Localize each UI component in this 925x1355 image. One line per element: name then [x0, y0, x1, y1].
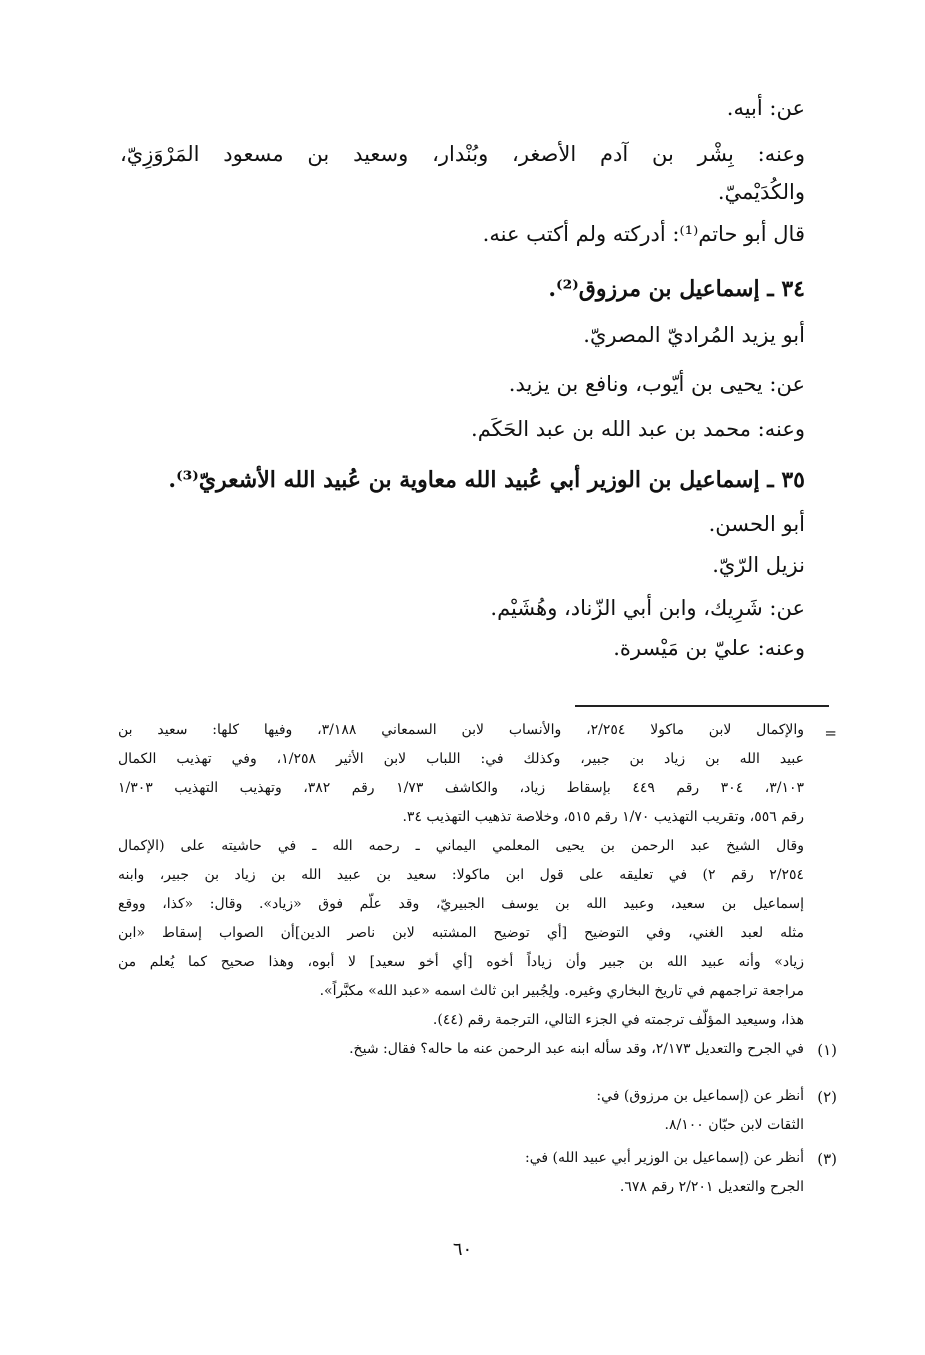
footnote-line: ٢/٢٥٤ رقم ٢) في تعليقه على قول ابن ماكولا: سعيد بن عبيد الله بن زياد بن جبير، وابنه: [118, 867, 805, 883]
footnote-line: هذا، وسيعيد المؤلّف ترجمته في الجزء التالي، الترجمة رقم (٤٤).: [432, 1012, 804, 1028]
footnote-line: والإكمال لابن ماكولا ٢/٢٥٤، والأنساب لابن السمعاني ٣/١٨٨، وفيها كلها: سعيد بن: [118, 722, 804, 738]
text-line: عن: أبيه.: [726, 96, 805, 120]
footnote-line: الثقات لابن حبّان ٨/١٠٠.: [664, 1117, 804, 1133]
footnote-line: وقال الشيخ عبد الرحمن بن يحيى المعلمي اليماني ـ رحمه الله ـ في حاشيته على (الإكمال: [118, 838, 804, 854]
footnote-number: (٢): [817, 1088, 837, 1106]
text-line: والكُدَيْميّ.: [717, 180, 805, 204]
entry-heading: ٣٤ ـ إسماعيل بن مرزوق⁽²⁾.: [548, 276, 805, 302]
footnote-line: ٣/١٠٣، ٣٠٤ رقم ٤٤٩ بإسقاط زياد، والكاشف ١/٧٣ رقم ٣٨٢، وتهذيب التهذيب ١/٣٠٣: [118, 780, 805, 796]
text-line: نزيل الرّيّ.: [712, 553, 805, 577]
footnote-line: أنظر عن (إسماعيل بن مرزوق) في:: [596, 1088, 804, 1104]
entry-heading: ٣٥ ـ إسماعيل بن الوزير أبي عُبيد الله معاوية بن عُبيد الله الأشعريّ⁽³⁾.: [168, 467, 805, 493]
text-line: وعنه: بِشْر بن آدم الأصغر، وبُنْدار، وسعيد بن مسعود المَرْوَزِيّ،: [120, 142, 805, 166]
footnote-line: أنظر عن (إسماعيل بن الوزير أبي عبيد الله) في:: [525, 1150, 804, 1166]
text-line: وعنه: محمد بن عبد الله بن عبد الحَكَم.: [471, 417, 805, 441]
text-line: عن: يحيى بن أيّوب، ونافع بن يزيد.: [508, 372, 805, 396]
footnote-number: (١): [817, 1041, 837, 1059]
footnote-line: مثله لعبد الغني، وفي التوضيح [أي توضيح المشتبه لابن ناصر الدين]أن الصواب إسقاط «ابن: [118, 925, 804, 941]
continuation-mark: =: [824, 724, 837, 742]
text-line: أبو يزيد المُراديّ المصريّ.: [583, 323, 805, 347]
footnote-line: في الجرح والتعديل ٢/١٧٣، وقد سأله ابنه عبد الرحمن عنه ما حاله؟ فقال: شيخ.: [349, 1041, 804, 1057]
footnote-separator: [575, 705, 829, 707]
text-line: وعنه: عليّ بن مَيْسرة.: [613, 636, 805, 660]
text-line: قال أبو حاتم⁽¹⁾: أدركته ولم أكتب عنه.: [482, 222, 805, 246]
footnote-line: مراجعة تراجمهم في تاريخ البخاري وغيره. ولِجُبير ابن ثالث اسمه «عبد الله» مكبَّراً».: [319, 983, 804, 999]
text-line: أبو الحسن.: [708, 512, 805, 536]
footnote-line: الجرح والتعديل ٢/٢٠١ رقم ٦٧٨.: [619, 1179, 804, 1195]
footnote-number: (٣): [817, 1150, 837, 1168]
footnote-line: عبيد الله بن زياد بن جبير، وكذلك في: اللباب لابن الأثير ١/٢٥٨، وفي تهذيب الكمال: [118, 751, 804, 767]
footnote-line: رقم ٥٥٦، وتقريب التهذيب ١/٧٠ رقم ٥١٥، وخلاصة تذهيب التهذيب ٣٤.: [402, 809, 804, 825]
text-line: عن: شَرِيك، وابن أبي الزّناد، وهُشَيْم.: [490, 596, 805, 620]
footnote-line: زياد» وأنه عبيد الله بن جبير وأن زياداً أخوه [أي أخو سعيد] لا أبوه، وهذا صحيح كما يُعلم من: [118, 954, 804, 970]
footnote-line: إسماعيل بن سعيد، وعبيد الله بن يوسف الجبيريّ، وقد علّم فوق «زياد». وقال: «كذا، ووقع: [118, 896, 804, 912]
page-number: ٦٠: [452, 1239, 473, 1260]
